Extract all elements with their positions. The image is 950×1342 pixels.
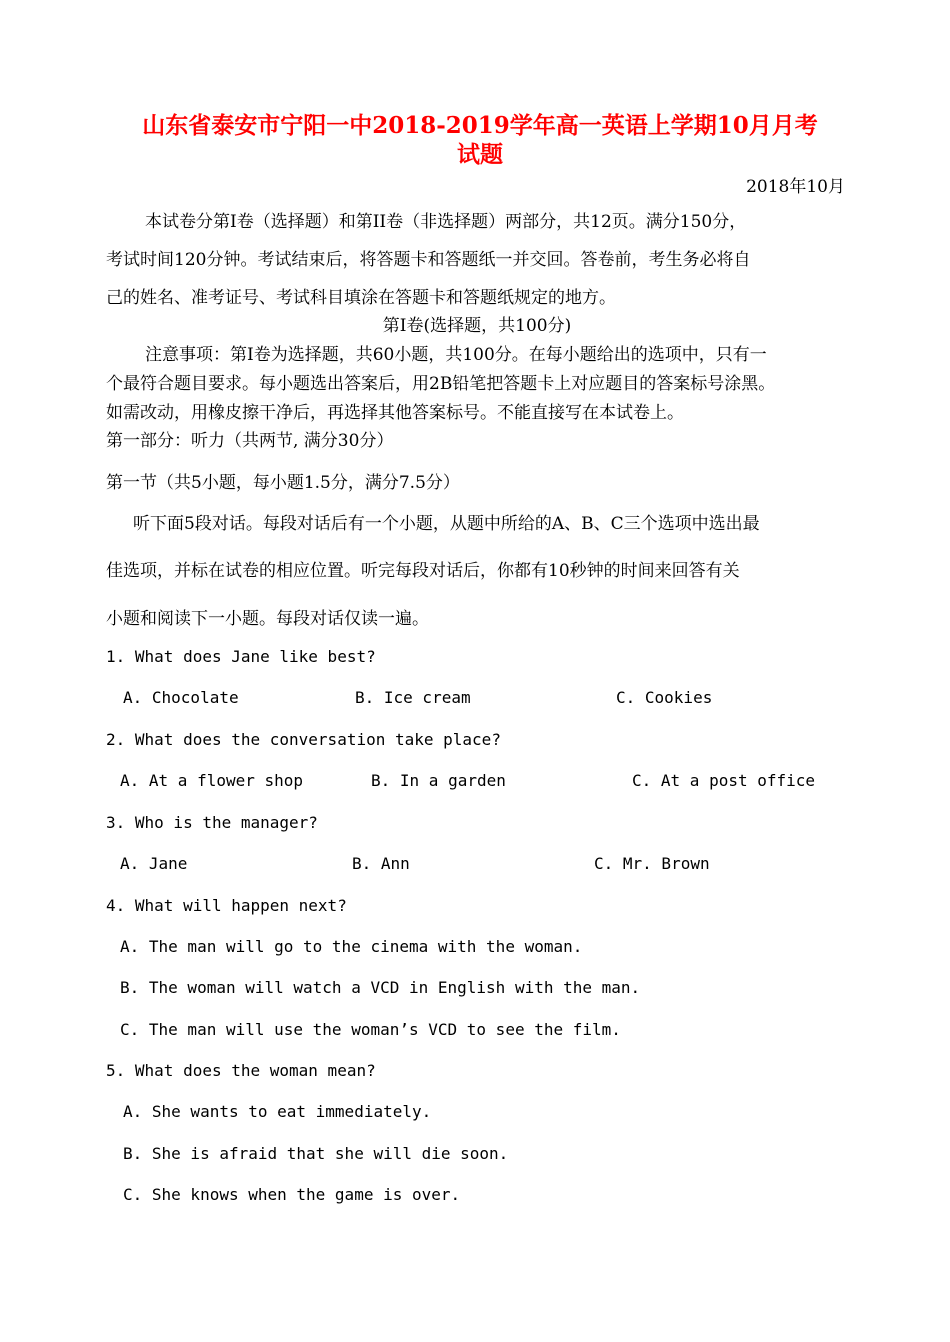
question-5-stem: 5. What does the woman mean? xyxy=(106,1061,376,1080)
notice-line-2: 个最符合题目要求。每小题选出答案后，用2B铅笔把答题卡上对应题目的答案标号涂黑。 xyxy=(106,374,776,394)
question-5-option-b: B. She is afraid that she will die soon. xyxy=(123,1144,509,1163)
question-3-option-c: C. Mr. Brown xyxy=(594,854,710,873)
section-heading: 第I卷(选择题，共100分) xyxy=(382,316,572,336)
question-1-option-a: A. Chocolate xyxy=(123,688,239,707)
intro-line-3: 己的姓名、准考证号、考试科目填涂在答题卡和答题纸规定的地方。 xyxy=(106,288,616,308)
notice-line-1: 注意事项：第I卷为选择题，共60小题，共100分。在每小题给出的选项中，只有一 xyxy=(145,345,767,365)
question-1-option-b: B. Ice cream xyxy=(355,688,471,707)
question-2-option-b: B. In a garden xyxy=(371,771,506,790)
exam-title-line-1: 山东省泰安市宁阳一中2018-2019学年高一英语上学期10月月考 xyxy=(142,112,818,139)
question-4-option-a: A. The man will go to the cinema with the woman. xyxy=(120,937,583,956)
part-one-heading: 第一部分：听力（共两节, 满分30分） xyxy=(106,431,394,451)
question-5-option-a: A. She wants to eat immediately. xyxy=(123,1102,432,1121)
exam-date: 2018年10月 xyxy=(746,177,845,197)
intro-line-1: 本试卷分第I卷（选择题）和第II卷（非选择题）两部分，共12页。满分150分， xyxy=(145,212,747,232)
section-one-heading: 第一节（共5小题，每小题1.5分，满分7.5分） xyxy=(106,473,460,493)
question-5-option-c: C. She knows when the game is over. xyxy=(123,1185,461,1204)
question-3-option-b: B. Ann xyxy=(352,854,410,873)
question-3-stem: 3. Who is the manager? xyxy=(106,813,318,832)
question-1-option-c: C. Cookies xyxy=(616,688,713,707)
instructions-line-2: 佳选项，并标在试卷的相应位置。听完每段对话后，你都有10秒钟的时间来回答有关 xyxy=(106,561,740,581)
question-4-stem: 4. What will happen next? xyxy=(106,896,347,915)
notice-line-3: 如需改动，用橡皮擦干净后，再选择其他答案标号。不能直接写在本试卷上。 xyxy=(106,403,684,423)
question-4-option-c: C. The man will use the woman’s VCD to see the film. xyxy=(120,1020,621,1039)
question-4-option-b: B. The woman will watch a VCD in English with the man. xyxy=(120,978,641,997)
question-2-option-c: C. At a post office xyxy=(632,771,816,790)
question-2-option-a: A. At a flower shop xyxy=(120,771,304,790)
exam-title-line-2: 试题 xyxy=(457,141,503,168)
question-3-option-a: A. Jane xyxy=(120,854,188,873)
intro-line-2: 考试时间120分钟。考试结束后，将答题卡和答题纸一并交回。答卷前，考生务必将自 xyxy=(106,250,751,270)
instructions-line-1: 听下面5段对话。每段对话后有一个小题，从题中所给的A、B、C三个选项中选出最 xyxy=(133,514,760,534)
instructions-line-3: 小题和阅读下一小题。每段对话仅读一遍。 xyxy=(106,609,429,629)
question-1-stem: 1. What does Jane like best? xyxy=(106,647,376,666)
question-2-stem: 2. What does the conversation take place? xyxy=(106,730,501,749)
